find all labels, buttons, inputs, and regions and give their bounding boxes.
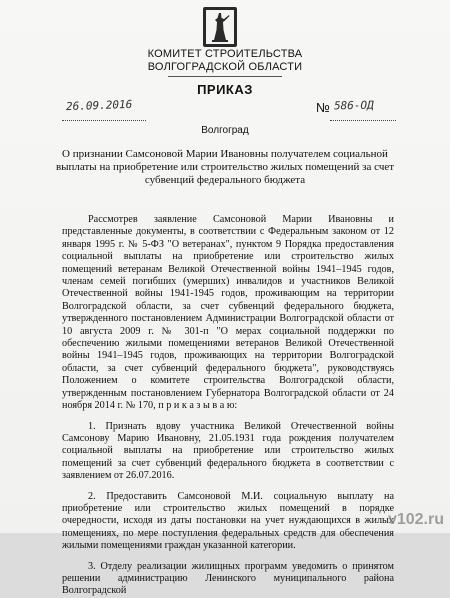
committee-name-line1: КОМИТЕТ СТРОИТЕЛЬСТВА: [147, 48, 303, 60]
number-sign: №: [316, 100, 330, 115]
header-divider: [168, 76, 282, 77]
handwritten-date: 26.09.2016: [65, 97, 133, 114]
handwritten-order-number: 586-ОД: [333, 98, 374, 113]
clause-3-paragraph: 3. Отделу реализации жилищных программ уведомить о принятом решении администрацию Ленинского муниципального района Волгоградской: [62, 560, 394, 597]
order-subject: О признании Самсоновой Марии Ивановны получателем социальной выплаты на приобретение или строительство жилых помещений за счет субвенций федерального бюджета: [55, 148, 395, 186]
committee-name-line2: ВОЛГОГРАДСКОЙ ОБЛАСТИ: [147, 61, 303, 73]
clause-1-paragraph: 1. Признать вдову участника Великой Отечественной войны Самсонову Марию Ивановну, 21.05.1931 года рождения получателем социальной выплаты на приобретение или строительство жилых помещений за счет субвенций федерального бюджета в соответствии с заявлением от 26.07.2016.: [62, 420, 394, 482]
city-name: Волгоград: [201, 125, 249, 136]
volgograd-motherland-emblem-icon: [202, 6, 238, 48]
preamble-paragraph: Рассмотрев заявление Самсоновой Марии Ивановны и представленные документы, в соответствии с Федеральным законом от 12 января 1995 г. № 5-ФЗ "О ветеранах", пунктом 9 Порядка предоставления социальной выплаты на приобретение или строительство жилых помещений ветеранам Великой Отечественной войны 1941–1945 годов, членам семей погибших (умерших) инвалидов и участников Великой Отечественной войны 1941-1945 годов, проживающим на территории Волгоградской области, за счет субвенций федерального бюджета, утвержденного постановлением Администрации Волгоградской области от 10 августа 2009 г. № 301-п "О мерах социальной поддержки по обеспечению жилыми помещениями ветеранов Великой Отечественной войны 1941–1945 годов, проживающих на территории Волгоградской области, за счет субвенций федерального бюджета", руководствуясь Положением о комитете строительства Волгоградской области, утвержденным постановлением Губернатора Волгоградской области от 24 ноября 2014 г. № 170, п р и к а з ы в а ю:: [62, 214, 394, 412]
site-watermark: v102.ru: [387, 511, 444, 528]
clause-2-paragraph: 2. Предоставить Самсоновой М.И. социальную выплату на приобретение или строительство жилых помещений в порядке очередности, исходя из даты постановки на учет нуждающихся в жилых помещениях, по мере поступления федеральных средств для обеспечения жилыми помещениями граждан указанной категории.: [62, 490, 394, 552]
order-body: [62, 214, 394, 598]
document-title: ПРИКАЗ: [197, 82, 253, 97]
